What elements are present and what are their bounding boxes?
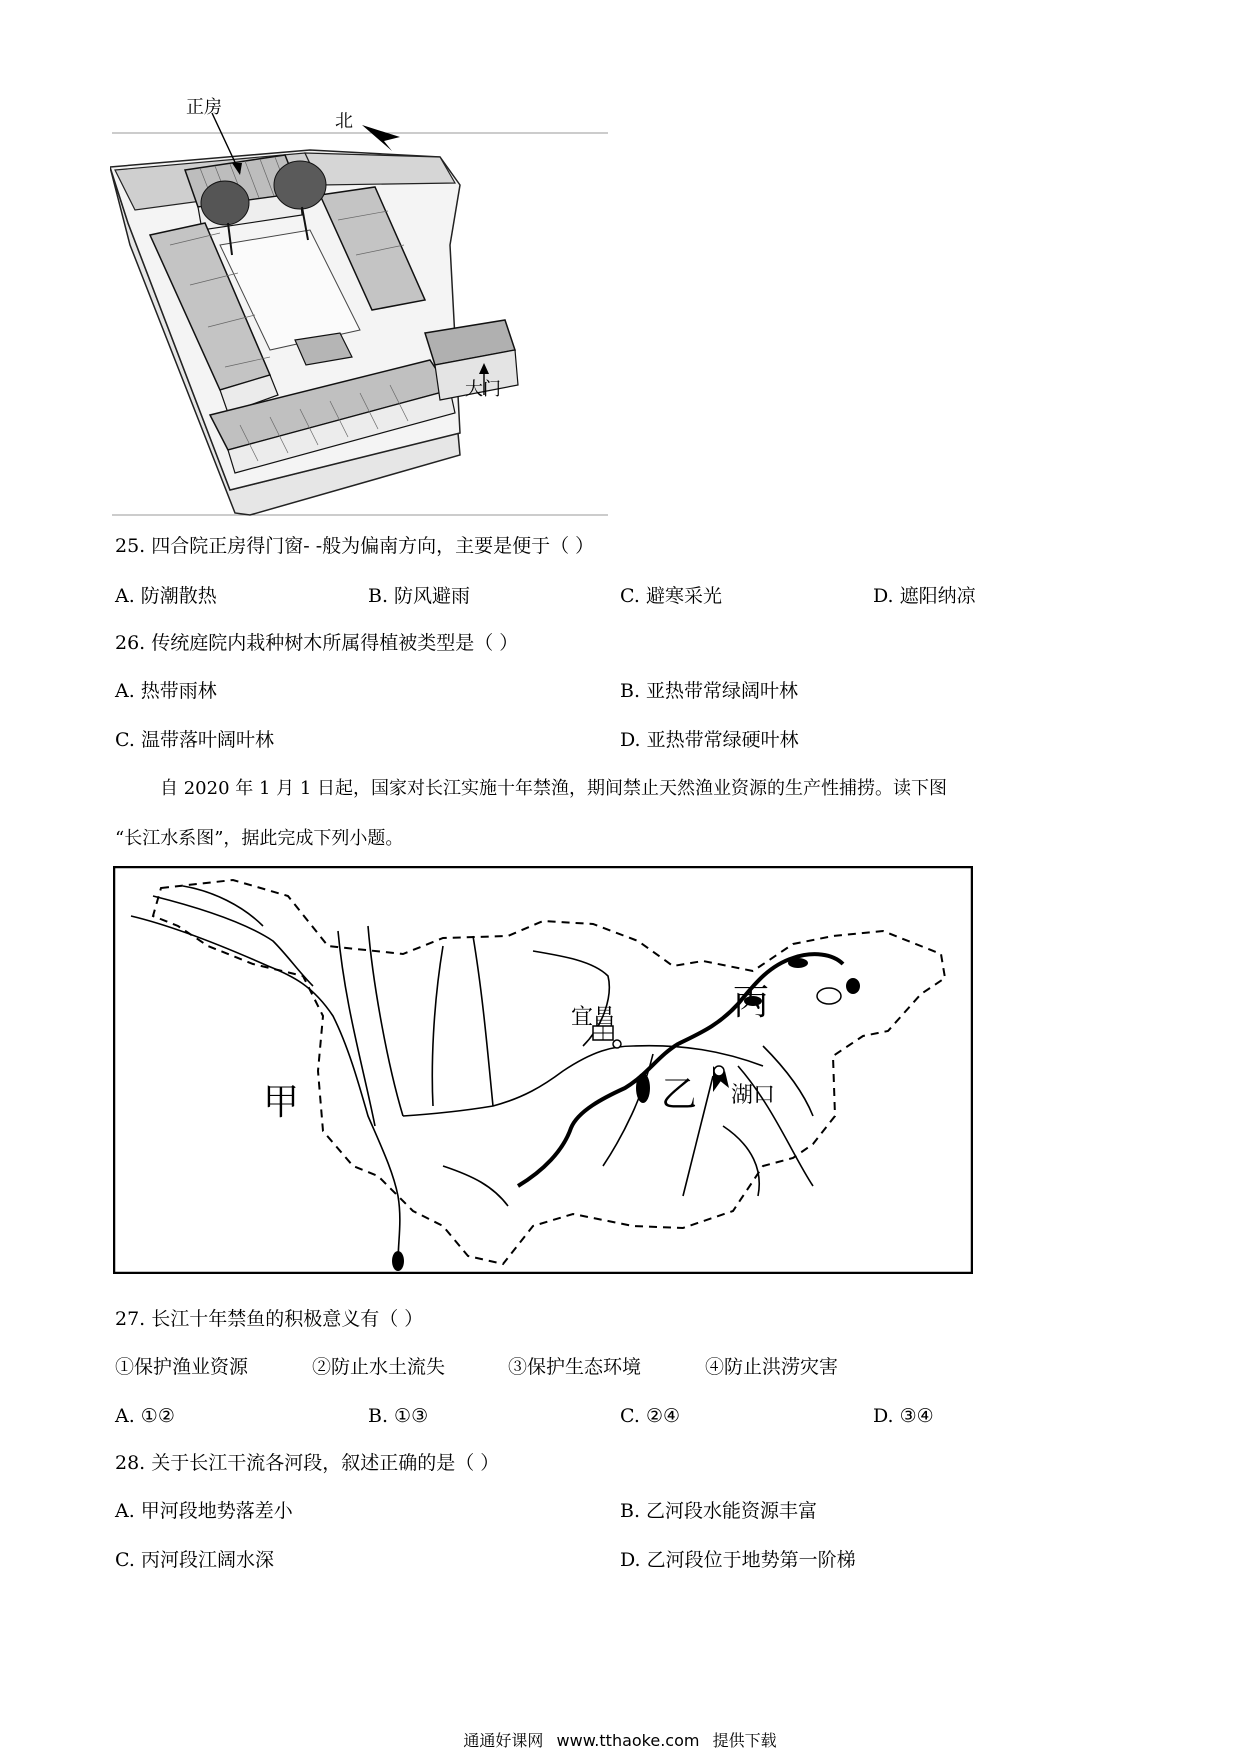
q28-option-b: B. 乙河段水能资源丰富 [620, 1500, 818, 1522]
label-gate: 大门 [465, 379, 501, 400]
q27-option-c: C. ②④ [620, 1405, 681, 1427]
question-27-stem: 27. 长江十年禁鱼的积极意义有（ ） [115, 1308, 424, 1330]
page-footer [0, 1728, 1240, 1751]
q26-option-a: A. 热带雨林 [115, 680, 217, 702]
label-hukou: 湖口 [731, 1083, 776, 1108]
q26-option-c: C. 温带落叶阔叶林 [115, 729, 274, 751]
q26-option-b: B. 亚热带常绿阔叶林 [620, 680, 799, 702]
footer-url[interactable]: www.tthaoke.com [556, 1731, 700, 1750]
question-26-stem: 26. 传统庭院内栽种树木所属得植被类型是（ ） [115, 632, 519, 654]
dongting-lake [636, 1073, 650, 1103]
north-arrow-icon [362, 125, 400, 151]
hukou-marker-icon [714, 1066, 724, 1076]
q27-statement-1: ①保护渔业资源 [115, 1356, 249, 1378]
q27-statement-3: ③保护生态环境 [508, 1356, 642, 1378]
q25-option-d: D. 遮阳纳凉 [873, 585, 976, 607]
label-yichang: 宜昌 [571, 1005, 616, 1030]
q27-option-a: A. ①② [115, 1405, 175, 1427]
label-bing: 丙 [733, 982, 770, 1023]
siheyuan-illustration [110, 95, 610, 525]
question-28-stem: 28. 关于长江干流各河段，叙述正确的是（ ） [115, 1452, 500, 1474]
q27-option-d: D. ③④ [873, 1405, 934, 1427]
label-jia: 甲 [263, 1082, 300, 1123]
q28-option-a: A. 甲河段地势落差小 [115, 1500, 293, 1522]
q27-statement-4: ④防止洪涝灾害 [705, 1356, 839, 1378]
q27-option-b: B. ①③ [368, 1405, 429, 1427]
footer-site-name: 通通好课网 [463, 1731, 544, 1750]
footer-suffix: 提供下载 [712, 1731, 777, 1750]
passage-line-1: 自 2020 年 1 月 1 日起，国家对长江实施十年禁渔，期间禁止天然渔业资源的生产性捕捞。读下图 [160, 778, 948, 799]
yangtze-river-map [113, 866, 973, 1274]
label-main-room: 正房 [186, 97, 222, 118]
q28-option-c: C. 丙河段江阔水深 [115, 1549, 274, 1571]
label-yi: 乙 [661, 1074, 698, 1115]
q25-option-c: C. 避寒采光 [620, 585, 722, 607]
q25-option-a: A. 防潮散热 [115, 585, 217, 607]
label-north: 北 [335, 111, 353, 132]
question-25-stem: 25. 四合院正房得门窗- -般为偏南方向，主要是便于（ ） [115, 535, 595, 557]
q26-option-d: D. 亚热带常绿硬叶林 [620, 729, 799, 751]
q25-option-b: B. 防风避雨 [368, 585, 471, 607]
q27-statement-2: ②防止水土流失 [312, 1356, 446, 1378]
passage-line-2: “长江水系图”，据此完成下列小题。 [115, 828, 404, 849]
q28-option-d: D. 乙河段位于地势第一阶梯 [620, 1549, 856, 1571]
